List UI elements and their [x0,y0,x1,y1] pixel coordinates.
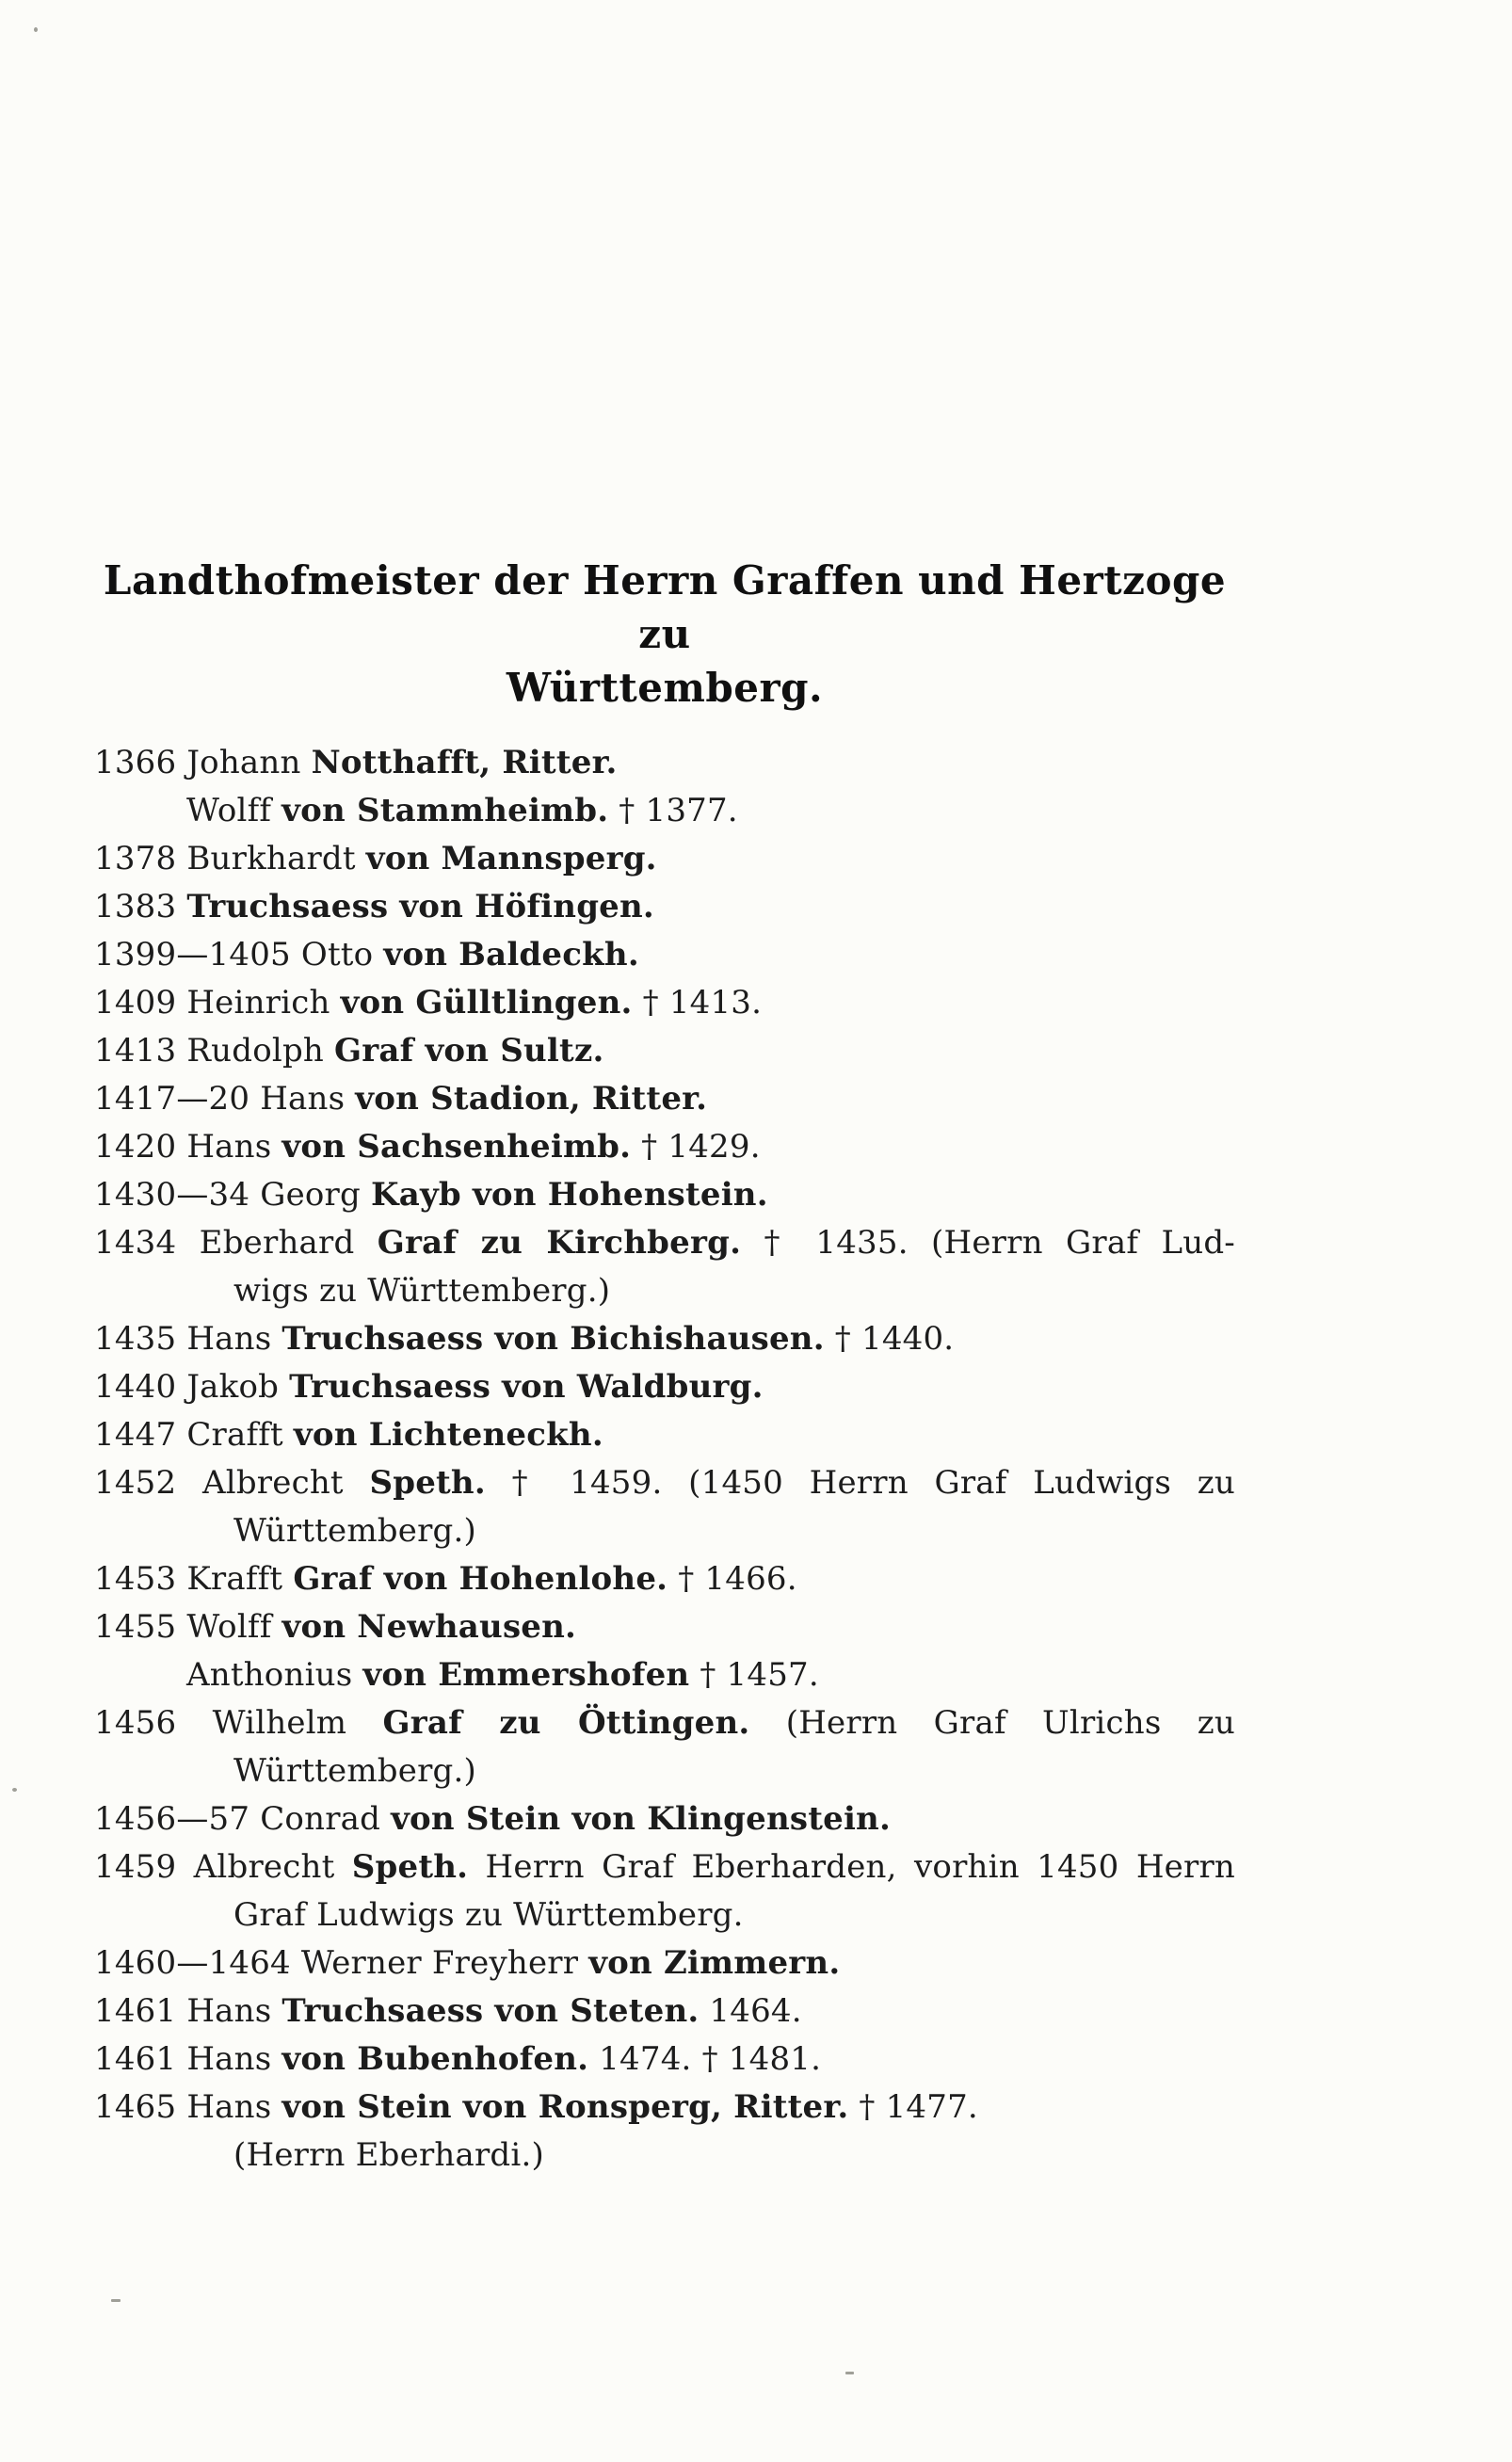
entry-year: 1461 [94,2040,177,2078]
entry-pre: Hans [176,2040,282,2078]
entry-name-bold: Graf zu Kirchberg. [377,1224,742,1262]
entry-year: 1456—57 [94,1800,250,1838]
list-entry [94,1603,1235,1651]
entry-name-bold: von Bubenhofen. [281,2040,589,2078]
list-entry [94,1363,1235,1411]
entry-line [94,1075,1235,1123]
entry-line [94,1939,1235,1987]
entry-pre: Rudolph [176,1032,335,1070]
entry-name-bold: Truchsaess von Steten. [281,1992,700,2030]
entry-pre: Wilhelm [176,1704,383,1742]
entry-pre: Crafft [176,1416,294,1454]
entry-name-bold: von Zimmern. [588,1944,841,1982]
entry-post: 1464. [699,1992,802,2030]
entry-post: 1474. † 1481. [588,2040,822,2078]
list-entry [94,1651,1235,1699]
title-line-2: Württemberg. [506,665,824,711]
entry-line [94,1555,1235,1603]
entry-year: 1461 [94,1992,177,2030]
entry-line [94,1747,1235,1795]
entry-line [94,835,1235,883]
entry-list [94,739,1235,2180]
list-entry [94,1075,1235,1123]
entry-year: 1459 [94,1848,177,1886]
entry-name-bold: von Newhausen. [281,1608,577,1646]
entry-post: † 1429. [631,1128,761,1166]
list-entry [94,931,1235,979]
entry-name-bold: Graf von Sultz. [334,1032,604,1070]
entry-name-bold: Truchsaess von Waldburg. [289,1368,764,1406]
entry-post: Graf Ludwigs zu Württemberg. [233,1896,744,1934]
entry-line [94,1123,1235,1171]
entry-post: † 1457. [689,1656,819,1694]
entry-name-bold: Notthafft, Ritter. [311,744,618,781]
entry-post: Herrn Graf Eberharden, vorhin 1450 Herrn [468,1848,1235,1886]
entry-line [94,1699,1235,1747]
entry-post: † 1477. [848,2088,978,2126]
entry-line [94,1795,1235,1843]
entry-pre: Albrecht [176,1848,352,1886]
entry-pre: Hans [249,1080,356,1118]
entry-name-bold: von Baldeckh. [383,936,639,974]
entry-name-bold: Graf von Hohenlohe. [293,1560,668,1598]
scan-speck [111,2299,121,2302]
list-entry [94,1027,1235,1075]
entry-pre: Georg [249,1176,371,1214]
entry-line [94,1987,1235,2036]
list-entry [94,1843,1235,1939]
entry-line [94,787,1235,835]
entry-name-bold: von Mannsperg. [365,840,657,877]
entry-line [94,739,1235,787]
entry-year: 1430—34 [94,1176,250,1214]
scan-speck [845,2372,854,2374]
list-entry [94,1171,1235,1219]
entry-year: 1465 [94,2088,177,2126]
entry-year: 1420 [94,1128,177,1166]
entry-name-bold: Truchsaess von Bichishausen. [281,1320,825,1358]
entry-post: † 1377. [608,792,738,829]
entry-year: 1453 [94,1560,177,1598]
entry-line [94,1219,1235,1267]
entry-line [94,931,1235,979]
entry-year: 1383 [94,888,177,925]
entry-name-bold: Speth. [351,1848,469,1886]
entry-year: 1440 [94,1368,177,1406]
entry-line [94,1267,1235,1315]
entry-post: † 1466. [668,1560,797,1598]
entry-name-bold: von Lichteneckh. [293,1416,603,1454]
list-entry [94,1411,1235,1459]
entry-pre: Wolff [176,1608,282,1646]
list-entry [94,1123,1235,1171]
entry-name-bold: von Stammheimb. [281,792,609,829]
entry-year: 1447 [94,1416,177,1454]
page-title [94,554,1235,715]
entry-line [94,2036,1235,2084]
list-entry [94,1219,1235,1315]
list-entry [94,1939,1235,1987]
entry-post: † 1435. (Herrn Graf Lud- [741,1224,1235,1262]
entry-post: wigs zu Württemberg.) [233,1272,611,1310]
entry-line [94,1603,1235,1651]
entry-line [94,883,1235,931]
entry-line [94,2084,1235,2132]
entry-year: 1366 [94,744,177,781]
entry-post: (Herrn Eberhardi.) [233,2136,544,2174]
scan-speck [34,27,38,32]
list-entry [94,1987,1235,2036]
entry-pre: Heinrich [176,984,341,1022]
entry-pre [176,888,186,925]
entry-pre: Anthonius [186,1656,363,1694]
entry-pre: Jakob [176,1368,290,1406]
entry-year: 1409 [94,984,177,1022]
entry-line [94,1315,1235,1363]
entry-pre: Otto [290,936,384,974]
entry-pre: Wolff [186,792,282,829]
entry-year: 1435 [94,1320,177,1358]
entry-year: 1413 [94,1032,177,1070]
list-entry [94,1699,1235,1795]
list-entry [94,787,1235,835]
entry-year: 1460—1464 [94,1944,291,1982]
entry-name-bold: Kayb von Hohenstein. [371,1176,768,1214]
entry-name-bold: von Stadion, Ritter. [355,1080,708,1118]
entry-year: 1378 [94,840,177,877]
entry-post: (Herrn Graf Ulrichs zu [749,1704,1235,1742]
entry-post: † 1440. [824,1320,955,1358]
entry-post: Württemberg.) [233,1512,476,1550]
entry-post: † 1413. [632,984,763,1022]
entry-name-bold: von Gülltlingen. [340,984,633,1022]
entry-name-bold: von Stein von Klingenstein. [391,1800,892,1838]
entry-pre: Hans [176,2088,282,2126]
list-entry [94,2036,1235,2084]
scan-speck [12,1788,17,1792]
entry-pre: Hans [176,1320,282,1358]
entry-post: † 1459. (1450 Herrn Graf Ludwigs zu [485,1464,1235,1502]
entry-name-bold: von Sachsenheimb. [281,1128,632,1166]
entry-line [94,1459,1235,1507]
entry-pre: Werner Freyherr [290,1944,589,1982]
entry-line [94,979,1235,1027]
entry-line [94,1363,1235,1411]
entry-name-bold: von Emmershofen [362,1656,690,1694]
entry-pre: Burkhardt [176,840,366,877]
entry-year: 1455 [94,1608,177,1646]
entry-name-bold: von Stein von Ronsperg, Ritter. [281,2088,849,2126]
list-entry [94,739,1235,787]
entry-line [94,1171,1235,1219]
entry-line [94,1891,1235,1939]
entry-line [94,1411,1235,1459]
list-entry [94,979,1235,1027]
entry-name-bold: Truchsaess von Höfingen. [186,888,654,925]
list-entry [94,1555,1235,1603]
entry-name-bold: Speth. [369,1464,486,1502]
list-entry [94,1795,1235,1843]
entry-pre: Krafft [176,1560,294,1598]
entry-year: 1399—1405 [94,936,291,974]
entry-line [94,2132,1235,2180]
list-entry [94,2084,1235,2180]
entry-year: 1434 [94,1224,177,1262]
entry-year: 1417—20 [94,1080,250,1118]
entry-pre: Hans [176,1128,282,1166]
entry-pre: Eberhard [176,1224,378,1262]
entry-line [94,1027,1235,1075]
entry-name-bold: Graf zu Öttingen. [382,1704,750,1742]
entry-pre: Johann [176,744,312,781]
entry-line [94,1843,1235,1891]
title-line-1: Landthofmeister der Herrn Graffen und Hertzoge zu [103,557,1227,657]
entry-post: Württemberg.) [233,1752,476,1790]
entry-pre: Albrecht [176,1464,370,1502]
list-entry [94,1315,1235,1363]
entry-year: 1456 [94,1704,177,1742]
list-entry [94,883,1235,931]
entry-pre: Hans [176,1992,282,2030]
entry-line [94,1651,1235,1699]
entry-year: 1452 [94,1464,177,1502]
page-content [94,554,1235,2180]
list-entry [94,835,1235,883]
entry-line [94,1507,1235,1555]
entry-pre: Conrad [249,1800,392,1838]
list-entry [94,1459,1235,1555]
